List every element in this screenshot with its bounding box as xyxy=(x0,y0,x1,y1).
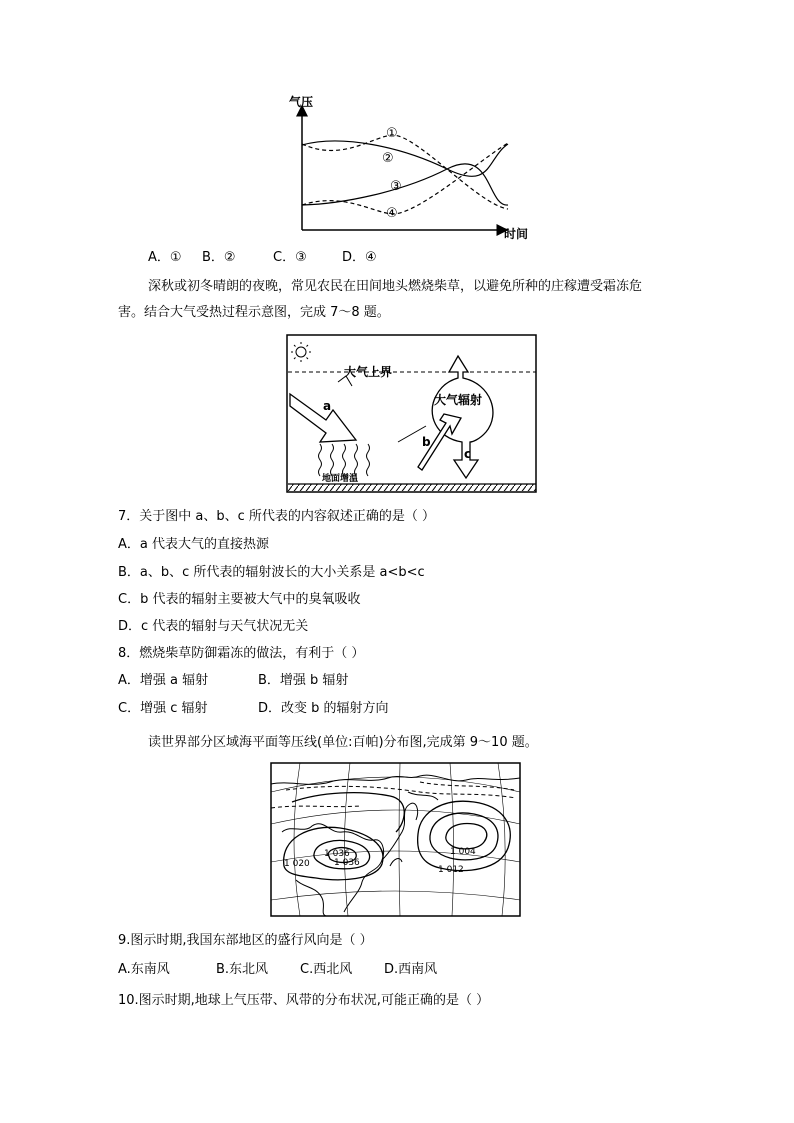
q7-option-c: C．b 代表的辐射主要被大气中的臭氧吸收 xyxy=(118,592,361,607)
q7-option-d: D．c 代表的辐射与天气状况无关 xyxy=(118,619,309,634)
q9-option-c: C.西北风 xyxy=(300,962,353,977)
q6-option-a: A．① xyxy=(148,250,182,265)
q6-option-c: C．③ xyxy=(273,250,307,265)
pressure-time-graph xyxy=(282,92,542,242)
isobar-label-1012: 1 012 xyxy=(438,865,464,875)
ground-heating-label: 地面增温 xyxy=(322,474,359,484)
x-axis-label: 时间 xyxy=(504,227,529,241)
q9-option-b: B.东北风 xyxy=(216,962,269,977)
q7-stem: 7．关于图中 a、b、c 所代表的内容叙述正确的是（ ） xyxy=(118,509,436,524)
isobar-label-1004: 1 004 xyxy=(450,847,476,857)
intro-7-8-line2: 害。结合大气受热过程示意图，完成 7～8 题。 xyxy=(118,305,390,320)
q9-stem: 9.图示时期,我国东部地区的盛行风向是（ ） xyxy=(118,933,373,948)
atmosphere-top-label: 大气上界 xyxy=(344,365,393,379)
q6-option-d: D．④ xyxy=(342,250,377,265)
q7-option-b: B．a、b、c 所代表的辐射波长的大小关系是 a<b<c xyxy=(118,565,425,580)
isobar-map xyxy=(270,762,522,918)
arrow-a-label: a xyxy=(323,399,332,413)
diagram-frame xyxy=(287,335,536,492)
q8-stem: 8．燃烧柴草防御霜冻的做法，有利于（ ） xyxy=(118,646,365,661)
q9-option-d: D.西南风 xyxy=(384,962,438,977)
intro-9-10: 读世界部分区域海平面等压线(单位:百帕)分布图,完成第 9～10 题。 xyxy=(148,735,538,750)
arrow-b-label: b xyxy=(422,435,431,449)
isobar-label-1036-b: 1 036 xyxy=(334,858,360,868)
curve-label-1: ① xyxy=(386,126,398,141)
atmospheric-radiation-label: 大气辐射 xyxy=(434,393,483,407)
curve-1-dashed xyxy=(302,135,508,209)
intro-7-8-line1: 深秋或初冬晴朗的夜晚，常见农民在田间地头燃烧柴草，以避免所种的庄稼遭受霜冻危 xyxy=(148,279,643,294)
isobar-label-1036-a: 1 036 xyxy=(324,849,350,859)
atmosphere-heating-diagram xyxy=(286,334,538,494)
curve-3-solid xyxy=(302,164,508,205)
q9-option-a: A.东南风 xyxy=(118,962,170,977)
q8-option-c: C．增强 c 辐射 xyxy=(118,701,208,716)
q7-option-a: A．a 代表大气的直接热源 xyxy=(118,537,269,552)
isobar-label-1020: 1 020 xyxy=(284,859,310,869)
q8-option-d: D．改变 b 的辐射方向 xyxy=(258,701,389,716)
curve-label-2: ② xyxy=(382,151,394,166)
ground-hatch xyxy=(288,484,536,491)
curve-label-4: ④ xyxy=(386,206,398,221)
q10-stem: 10.图示时期,地球上气压带、风带的分布状况,可能正确的是（ ） xyxy=(118,993,490,1008)
y-axis-label: 气压 xyxy=(289,95,314,109)
map-frame xyxy=(271,763,520,916)
q8-option-a: A．增强 a 辐射 xyxy=(118,673,209,688)
curve-label-3: ③ xyxy=(390,179,402,194)
curve-2-solid xyxy=(302,141,508,176)
q6-option-b: B．② xyxy=(202,250,236,265)
arrow-c-label: c xyxy=(464,447,472,461)
curve-4-dashed xyxy=(302,143,508,214)
q8-option-b: B．增强 b 辐射 xyxy=(258,673,349,688)
